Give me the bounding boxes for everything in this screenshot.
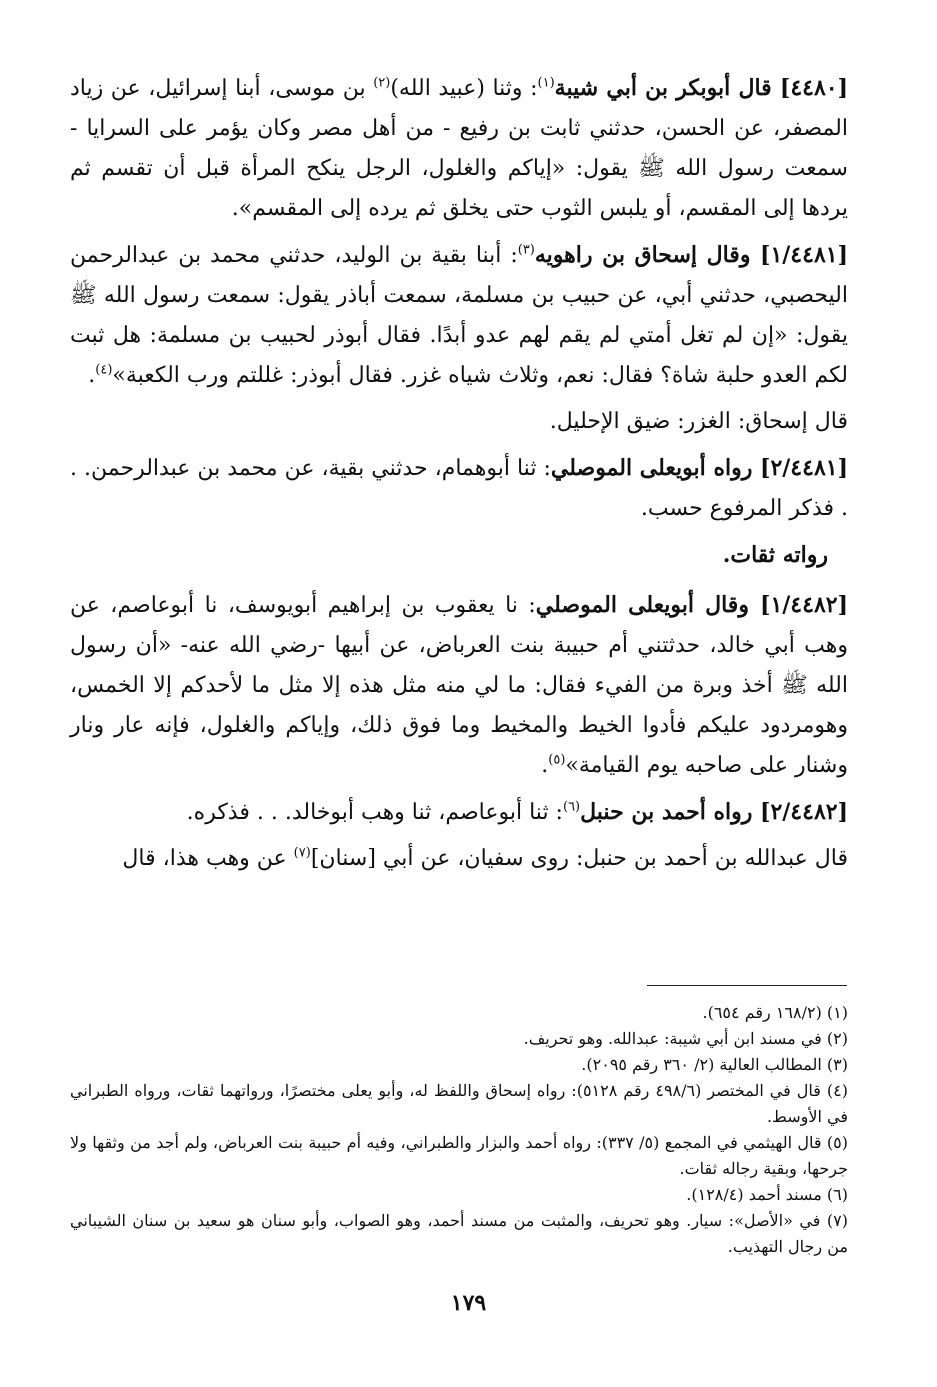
hadith-ref-4480: [٤٤٨٠] قال أبوبكر بن أبي شيبة (554, 75, 848, 101)
footnote-marker-1: (١) (537, 75, 555, 91)
footnote-marker-6: (٦) (562, 799, 581, 815)
hadith-ref-4481-1: [١/٤٤٨١] وقال إسحاق بن راهويه (534, 242, 848, 268)
paragraph-text: : نا يعقوب بن إبراهيم أبويوسف، نا أبوعاصم، عن وهب أبي خالد، حدثتني أم حبيبة بنت العرباض، عن أبيها -رضي الله عنه- «أن رسول الله ﷺ أخذ وبرة من الفيء فقال: ما لي منه مثل هذه إلا مثل ما لأحدكم إلا الخمس، وهومردود عليكم فأدوا الخيط والمخيط وما فوق ذلك، وإياكم والغلول، فإنه عار ونار وشنار على صاحبه يوم القيامة» (70, 593, 848, 778)
paragraph-4481-2 (70, 448, 848, 529)
paragraph-text: . (541, 753, 549, 778)
paragraph-4480 (70, 68, 848, 229)
footnote-marker-3: (٣) (517, 242, 535, 258)
hadith-ref-4482-1: [١/٤٤٨٢] وقال أبويعلى الموصلي (535, 592, 848, 618)
footnote-3: (٣) المطالب العالية (٢/ ٣٦٠ رقم ٢٠٩٥). (581, 1055, 848, 1074)
paragraph-4481-1 (70, 235, 848, 396)
paragraph-4482-2 (70, 792, 848, 833)
footnote-marker-7: (٧) (293, 845, 311, 861)
main-text (70, 68, 848, 885)
hadith-ref-4481-2: [٢/٤٤٨١] رواه أبويعلى الموصلي (550, 455, 848, 481)
footnote-divider (647, 985, 847, 986)
footnote-2: (٢) في مسند ابن أبي شيبة: عبدالله. وهو تحريف. (523, 1029, 848, 1048)
paragraph-text: : ثنا أبوعاصم، ثنا وهب أبوخالد. . . فذكره. (186, 800, 563, 825)
paragraph-text: قال عبدالله بن أحمد بن حنبل: روى سفيان، عن أبي [سنان] (310, 846, 848, 871)
footnote-marker-5: (٥) (548, 752, 566, 768)
footnotes (70, 1000, 848, 1260)
paragraph-abdullah (70, 839, 848, 879)
footnote-5: (٥) قال الهيثمي في المجمع (٥/ ٣٣٧): رواه أحمد والبزار والطبراني، وفيه أم حبيبة بنت العرباض، ولم أجد من وثقها ولا جرحها، وبقية رجاله ثقات. (70, 1133, 849, 1178)
footnote-1: (١) (١٦٨/٢ رقم ٦٥٤). (702, 1003, 848, 1022)
footnote-marker-2: (٢) (373, 75, 391, 91)
paragraph-text: بن موسى، أبنا إسرائيل، عن زياد المصفر، عن الحسن، حدثني ثابت بن رفيع - من أهل مصر وكان يؤمر على السرايا - سمعت رسول الله ﷺ يقول: «إياكم والغلول، الرجل ينكح المرأة قبل أن تقسم ثم يردها إلى المقسم، أو يلبس الثوب حتى يخلق ثم يرده إلى المقسم». (70, 76, 848, 221)
paragraph-text: : أبنا بقية بن الوليد، حدثني محمد بن عبدالرحمن اليحصبي، حدثني أبي، عن حبيب بن مسلمة، سمعت أباذر يقول: سمعت رسول الله ﷺ يقول: «إن لم تغل أمتي لم يقم لهم عدو أبدًا. فقال أبوذر لحبيب بن مسلمة: هل ثبت لكم العدو حلبة شاة؟ فقال: نعم، وثلاث شياه غزر. فقال أبوذر: غللتم ورب الكعبة» (70, 243, 848, 388)
paragraph-text: : ثنا أبوهمام، حدثني بقية، عن محمد بن عبدالرحمن. . . فذكر المرفوع حسب. (70, 456, 848, 521)
hadith-ref-4482-2: [٢/٤٤٨٢] رواه أحمد بن حنبل (580, 799, 848, 825)
paragraph-text: : وثنا (عبيد الله) (390, 76, 538, 101)
footnote-6: (٦) مسند أحمد (١٢٨/٤). (686, 1185, 848, 1204)
footnote-marker-4: (٤) (95, 362, 113, 378)
paragraph-text: . (88, 363, 96, 388)
paragraph-ishaq: قال إسحاق: الغزر: ضيق الإحليل. (549, 409, 848, 434)
narrators-note: رواته ثقات. (722, 542, 828, 568)
page-number: ١٧٩ (450, 1290, 487, 1316)
footnote-4: (٤) قال في المختصر (٤٩٨/٦ رقم ٥١٢٨): رواه إسحاق واللفظ له، وأبو يعلى مختصرًا، ورواتهما ثقات، ورواه الطبراني في الأوسط. (70, 1081, 849, 1126)
paragraph-4482-1 (70, 585, 848, 786)
footnote-7: (٧) في «الأصل»: سيار. وهو تحريف، والمثبت من مسند أحمد، وهو الصواب، وأبو سنان هو سعيد بن سنان الشيباني من رجال التهذيب. (70, 1211, 848, 1256)
paragraph-text: عن وهب هذا، قال (122, 846, 294, 871)
